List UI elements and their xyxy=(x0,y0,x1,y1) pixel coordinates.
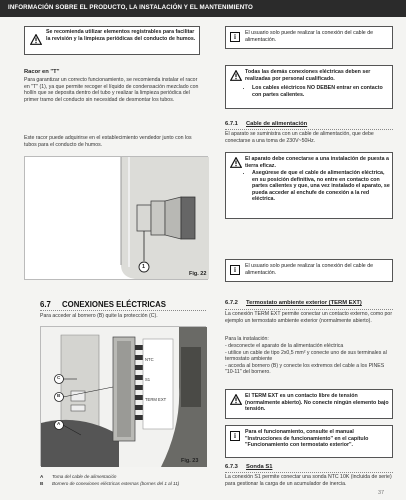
section-67-title: CONEXIONES ELÉCTRICAS xyxy=(62,300,166,309)
info-box-power-cable-1 xyxy=(225,26,393,49)
section-divider xyxy=(225,472,393,473)
caption-a: Toma del cable de alimentación xyxy=(52,474,117,479)
racor-paragraph-1: Para garantizar un correcto funcionamiento, se recomienda instalar el racor en "T" (1), ya que permite recoger el líquido de condensación mezclado con hollín que se deposita dentro del tubo y realizar la limpieza periódica del primer tramo del conducto sin necesidad de desmontar los tubos. xyxy=(24,77,199,103)
info-icon: i xyxy=(230,265,240,275)
warning-icon xyxy=(230,70,242,81)
section-67-number: 6.7 xyxy=(40,300,51,309)
warning-text: Se recomienda utilizar elementos registrables para facilitar la revisión y la limpieza periódicas del conducto de humos. xyxy=(46,29,196,42)
section-divider xyxy=(225,309,393,310)
header-title: INFORMACIÓN SOBRE EL PRODUCTO, LA INSTALACIÓN Y EL MANTENIMIENTO xyxy=(8,4,253,11)
section-671-number: 6.7.1 xyxy=(225,121,238,127)
fig23-label-a: A xyxy=(57,421,61,426)
install-step: - utilice un cable de tipo 2x0,5 mm² y conecte uno de sus terminales al termostato ambiente xyxy=(225,349,387,363)
info-icon: i xyxy=(230,32,240,42)
warning-bullet xyxy=(245,170,390,203)
install-step: - desconecte el aparato de la alimentación eléctrica xyxy=(225,343,344,349)
section-divider xyxy=(40,310,206,311)
terminal-board-illustration xyxy=(41,327,207,467)
section-67-intro: Para acceder al bornero (B) quite la protección (C). xyxy=(40,313,158,319)
install-steps xyxy=(225,343,393,376)
info-icon: i xyxy=(230,431,240,441)
warning-box-grounding xyxy=(225,152,393,219)
warning-bullet-text: • Los cables eléctricos NO DEBEN entrar en contacto con partes calientes. xyxy=(252,85,390,98)
caption-b-key: B xyxy=(40,481,44,486)
caption-b: Bornero de conexiones eléctricas externas (bornes del 1 al 11) xyxy=(52,481,180,486)
section-672-body: La conexión TERM EXT permite conectar un contacto externo, como por ejemplo un termostato ambiente exterior (normalmente abierto). xyxy=(225,311,393,324)
fig22-label: Fig. 22 xyxy=(189,271,207,277)
section-672-number: 6.7.2 xyxy=(225,300,238,306)
figure-23 xyxy=(40,326,206,466)
warning-text: El TERM EXT es un contacto libre de tensión (normalmente abierto). No conecte ningún elemento bajo tensión. xyxy=(245,393,389,413)
warning-title: Todas las demás conexiones eléctricas deben ser realizadas por personal cualificado. xyxy=(245,69,371,82)
install-intro: Para la instalación: xyxy=(225,336,269,342)
section-671-body: El aparato se suministra con un cable de alimentación, que debe conectarse a una toma de 230V~50Hz. xyxy=(225,131,374,144)
figure-22 xyxy=(24,156,208,280)
warning-icon xyxy=(230,394,242,405)
page-number: 37 xyxy=(378,490,385,496)
warning-box-qualified xyxy=(225,65,393,109)
caption-a-key: A xyxy=(40,474,44,479)
t-connector-illustration xyxy=(25,157,209,281)
fig23-label-ntc: NTC xyxy=(145,357,154,362)
section-divider xyxy=(225,129,393,130)
section-673-title: Sonda S1 xyxy=(246,464,273,470)
warning-bullet-text: • Asegúrese de que el cable de alimentación eléctrica, en su posición definitiva, no entre en contacto con partes calientes y que, una vez instalado el aparato, se pueda acceder al enchufe de conexión a la red eléctrica. xyxy=(252,170,390,203)
info-text: El usuario solo puede realizar la conexión del cable de alimentación. xyxy=(245,263,374,276)
section-671-title: Cable de alimentación xyxy=(246,121,308,127)
fig23-label-b: B xyxy=(57,393,61,398)
info-text: Para el funcionamiento, consulte el manual "Instrucciones de funcionamiento" en el capítulo "Funcionamiento con termostato exterior". xyxy=(245,429,369,449)
warning-icon xyxy=(230,157,242,168)
warning-title: El aparato debe conectarse a una instalación de puesta a tierra eficaz. xyxy=(245,156,389,169)
fig23-label-c: C xyxy=(57,375,61,380)
install-step: - acceda al bornero (B) y conecte los extremos del cable a los PINES "10-11" del bornero. xyxy=(225,362,385,376)
section-672-title: Termostato ambiente exterior (TERM EXT) xyxy=(246,300,362,306)
section-673-number: 6.7.3 xyxy=(225,464,238,470)
section-673-body: La conexión S1 permite conectar una sonda NTC 10K (incluida de serie) para gestionar la carga de un acumulador de inercia. xyxy=(225,474,392,487)
warning-icon xyxy=(30,34,42,45)
fig23-label: Fig. 23 xyxy=(181,458,199,464)
warning-box-term-ext xyxy=(225,389,393,419)
fig23-label-term-ext: TERM EXT xyxy=(145,397,167,402)
info-box-operation xyxy=(225,425,393,458)
racor-title: Racor en "T" xyxy=(24,69,60,75)
warning-box-cleaning xyxy=(24,26,200,55)
info-text: El usuario solo puede realizar la conexión del cable de alimentación. xyxy=(245,30,374,43)
fig23-label-s1: S1 xyxy=(145,377,151,382)
fig22-callout: 1 xyxy=(142,264,146,270)
racor-paragraph-2: Este racor puede adquirirse en el establecimiento vendedor junto con los tubos para el conducto de humos. xyxy=(24,135,192,148)
warning-bullet xyxy=(245,85,390,98)
info-box-power-cable-2 xyxy=(225,259,393,282)
